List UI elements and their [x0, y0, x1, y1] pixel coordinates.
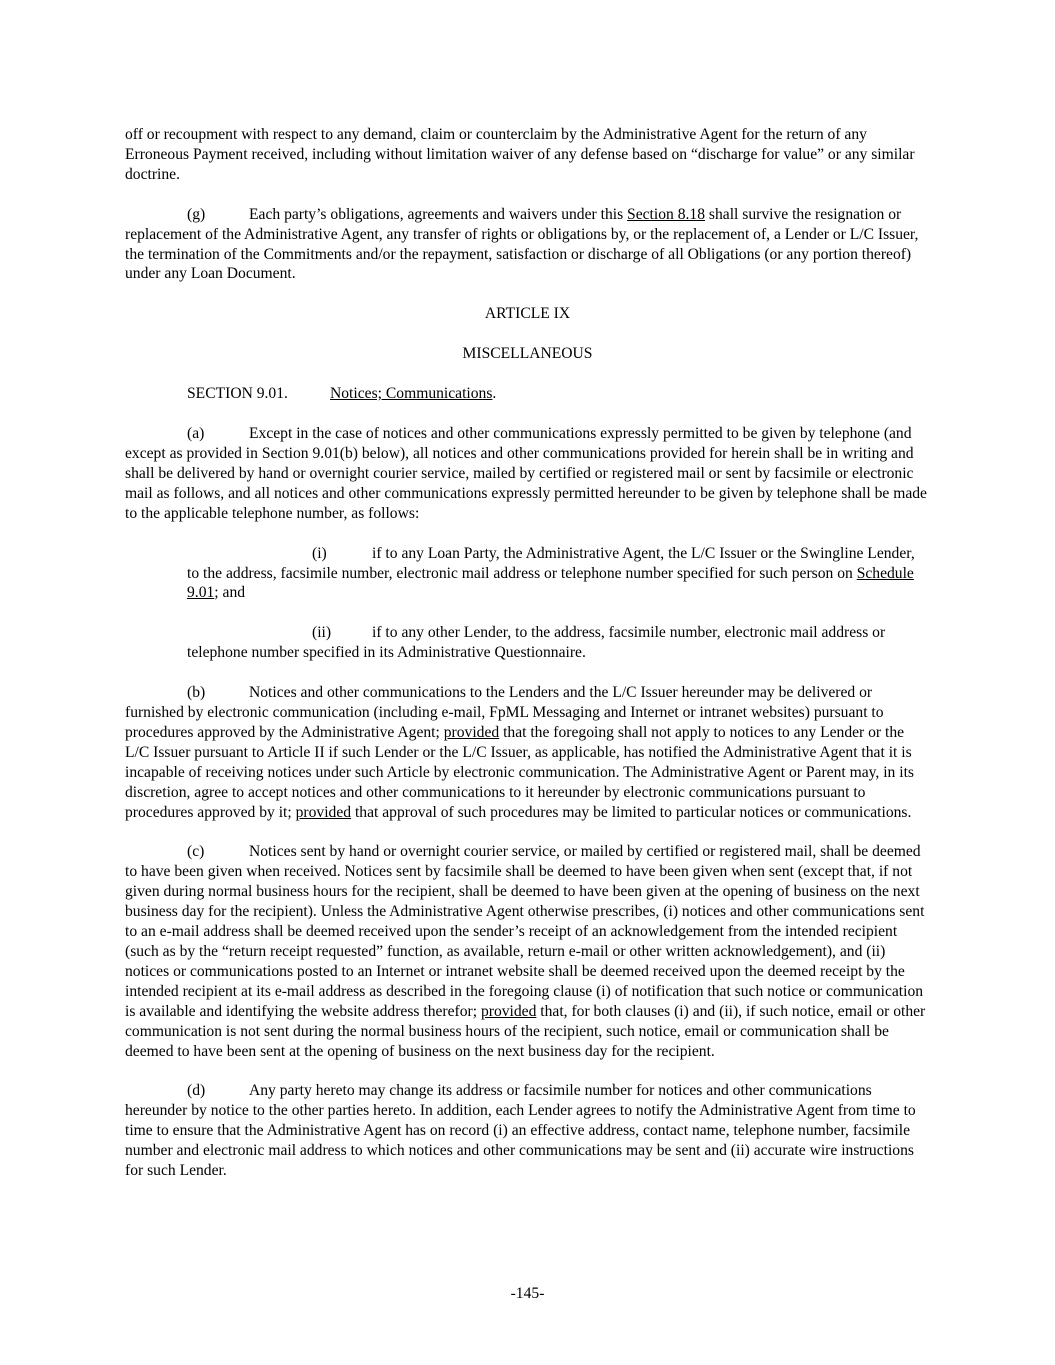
- paragraph-g-text-before: Each party’s obligations, agreements and waivers under this: [249, 205, 628, 223]
- provided-term: provided: [443, 723, 500, 741]
- section-title: Notices; Communications: [330, 385, 493, 403]
- subparagraph-i-label: (i): [312, 544, 327, 562]
- subparagraph-i-text-before: if to any Loan Party, the Administrative Agent, the L/C Issuer or the Swingline Lender, to the address, facsimile number, electronic mail address or telephone number specified for such person on: [187, 544, 915, 582]
- paragraph-g: [125, 205, 930, 285]
- schedule-9-01-reference: Schedule 9.01: [187, 564, 914, 602]
- subparagraph-ii-text: if to any other Lender, to the address, facsimile number, electronic mail address or telephone number specified in its Administrative Questionnaire.: [187, 624, 886, 662]
- article-title: MISCELLANEOUS: [462, 345, 593, 363]
- paragraph-d-label: (d): [187, 1082, 206, 1100]
- paragraph-c-text-2: that, for both clauses (i) and (ii), if such notice, email or other communication is not sent during the normal business hours of the recipient, such notice, email or communication shall be deemed to have been sent at the opening of business on the next business day for the recipient.: [125, 1002, 926, 1060]
- document-page: [125, 125, 930, 1201]
- provided-term: provided: [480, 1002, 537, 1020]
- paragraph-c-text-1: Notices sent by hand or overnight courier service, or mailed by certified or registered mail, shall be deemed to have been given when received. Notices sent by facsimile shall be deemed to have been given when sent (except that, if not given during normal business hours for the recipient, shall be deemed to have been given at the opening of business on the next business day for the recipient). Unless the Administrative Agent otherwise prescribes, (i) notices and other communications sent to an e-mail address shall be deemed received upon the sender’s receipt of an acknowledgement from the intended recipient (such as by the “return receipt requested” function, as available, return e-mail or other written acknowledgement), and (ii) notices or communications posted to an Internet or intranet website shall be deemed received upon the deemed receipt by the intended recipient at its e-mail address as described in the foregoing clause (i) of notification that such notice or communication is available and identifying the website address therefor;: [125, 843, 925, 1020]
- paragraph-g-label: (g): [187, 205, 206, 223]
- subparagraph-ii: [187, 623, 930, 663]
- paragraph-g-text-after: shall survive the resignation or replacement of the Administrative Agent, any transfer of rights or obligations by, or the replacement of, a Lender or L/C Issuer, the termination of the Commitments and/or the repayment, satisfaction or discharge of all Obligations (or any portion thereof) under any Loan Document.: [125, 205, 919, 283]
- paragraph-a-text: Except in the case of notices and other communications expressly permitted to be given by telephone (and except as provided in Section 9.01(b) below), all notices and other communications provided for herein shall be in writing and shall be delivered by hand or overnight courier service, mailed by certified or registered mail or sent by facsimile or electronic mail as follows, and all notices and other communications expressly permitted hereunder to be given by telephone shall be made to the applicable telephone number, as follows:: [125, 425, 927, 522]
- carryover-paragraph: [125, 125, 930, 185]
- page-number: -145-: [510, 1285, 545, 1302]
- section-heading: [125, 384, 930, 404]
- section-number: SECTION 9.01.: [187, 385, 288, 403]
- paragraph-c: [125, 842, 930, 1061]
- section-title-end: .: [492, 385, 497, 403]
- paragraph-b-text-3: that approval of such procedures may be limited to particular notices or communications.: [351, 803, 912, 821]
- paragraph-b-label: (b): [187, 684, 206, 702]
- section-8-18-reference: Section 8.18: [627, 205, 706, 223]
- subparagraph-i: [187, 544, 930, 604]
- subparagraph-ii-label: (ii): [312, 624, 332, 642]
- paragraph-b-text-2: that the foregoing shall not apply to notices to any Lender or the L/C Issuer pursuant to Article II if such Lender or the L/C Issuer, as applicable, has notified the Administrative Agent that it is incapable of receiving notices under such Article by electronic communication. The Administrative Agent or Parent may, in its discretion, agree to accept notices and other communications to it hereunder by electronic communications pursuant to procedures approved by it;: [125, 723, 914, 821]
- subparagraph-i-text-after: ; and: [214, 584, 246, 602]
- paragraph-a-label: (a): [187, 425, 205, 443]
- paragraph-c-label: (c): [187, 843, 205, 861]
- carryover-text: off or recoupment with respect to any demand, claim or counterclaim by the Administrative Agent for the return of any Erroneous Payment received, including without limitation waiver of any defense based on “discharge for value” or any similar doctrine.: [125, 126, 915, 183]
- article-number: ARTICLE IX: [484, 305, 571, 323]
- paragraph-b: [125, 683, 930, 822]
- paragraph-a: [125, 424, 930, 524]
- paragraph-b-text-1: Notices and other communications to the Lenders and the L/C Issuer hereunder may be delivered or furnished by electronic communication (including e-mail, FpML Messaging and Internet or intranet websites) pursuant to procedures approved by the Administrative Agent;: [125, 684, 884, 741]
- paragraph-d: [125, 1081, 930, 1181]
- provided-term: provided: [295, 803, 352, 821]
- paragraph-d-text: Any party hereto may change its address or facsimile number for notices and other communications hereunder by notice to the other parties hereto. In addition, each Lender agrees to notify the Administrative Agent from time to time to ensure that the Administrative Agent has on record (i) an effective address, contact name, telephone number, facsimile number and electronic mail address to which notices and other communications may be sent and (ii) accurate wire instructions for such Lender.: [125, 1082, 916, 1180]
